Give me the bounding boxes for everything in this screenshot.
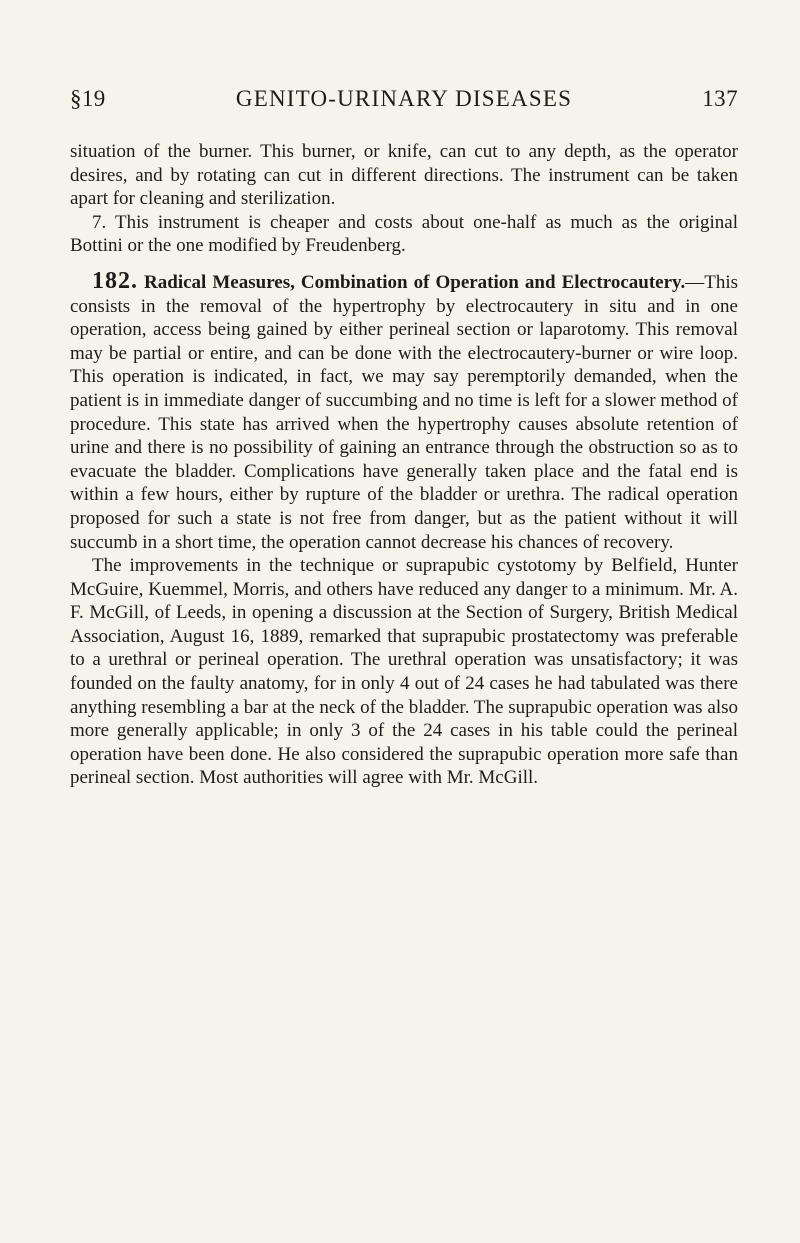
body-text: [70, 140, 738, 790]
section-number: 182.: [92, 267, 138, 294]
section-182-paragraph: [70, 267, 738, 554]
paragraph-item-7: 7. This instrument is cheaper and costs about one-half as much as the original Bottini or the one modified by Freudenberg.: [70, 211, 738, 257]
running-head: [70, 86, 738, 112]
paragraph-continued: situation of the burner. This burner, or knife, can cut to any depth, as the operator desires, and by rotating can cut in different directions. The instrument can be taken apart for cleaning and sterilization.: [70, 141, 738, 210]
page-number: 137: [702, 86, 738, 111]
running-title: GENITO-URINARY DISEASES: [235, 86, 573, 111]
section-body: —This consists in the removal of the hypertrophy by electrocautery in situ and in one operation, access being gained by either perineal section or laparotomy. This removal may be partial or entire, and can be done with the electrocautery-burner or wire loop. This operation is indicated, in fact, we may say peremptorily demanded, when the patient is in immediate danger of succumbing and no time is left for a slower method of procedure. This state has arrived when the hypertrophy causes absolute retention of urine and there is no possibility of gaining an entrance through the obstruction so as to evacuate the bladder. Complications have generally taken place and the fatal end is within a few hours, either by rupture of the bladder or urethra. The radical operation proposed for such a state is not free from danger, but as the patient without it will succumb in a short time, the operation cannot decrease his chances of recovery.: [70, 271, 738, 553]
section-reference: §19: [70, 86, 106, 111]
paragraph-suprapubic: The improvements in the technique or suprapubic cystotomy by Belfield, Hunter McGuire, Kuemmel, Morris, and others have reduced any danger to a minimum. Mr. A. F. McGill, of Leeds, in opening a discussion at the Section of Surgery, British Medical Association, August 16, 1889, remarked that suprapubic prostatectomy was preferable to a urethral or perineal operation. The urethral operation was unsatisfactory; it was founded on the faulty anatomy, for in only 4 out of 24 cases he had tabulated was there anything resembling a bar at the neck of the bladder. The suprapubic operation was also more generally applicable; in only 3 of the 24 cases in his table could the perineal operation have been done. He also considered the suprapubic operation more safe than perineal section. Most authorities will agree with Mr. McGill.: [70, 555, 738, 789]
section-heading: Radical Measures, Combination of Operation and Electrocautery.: [144, 271, 686, 293]
